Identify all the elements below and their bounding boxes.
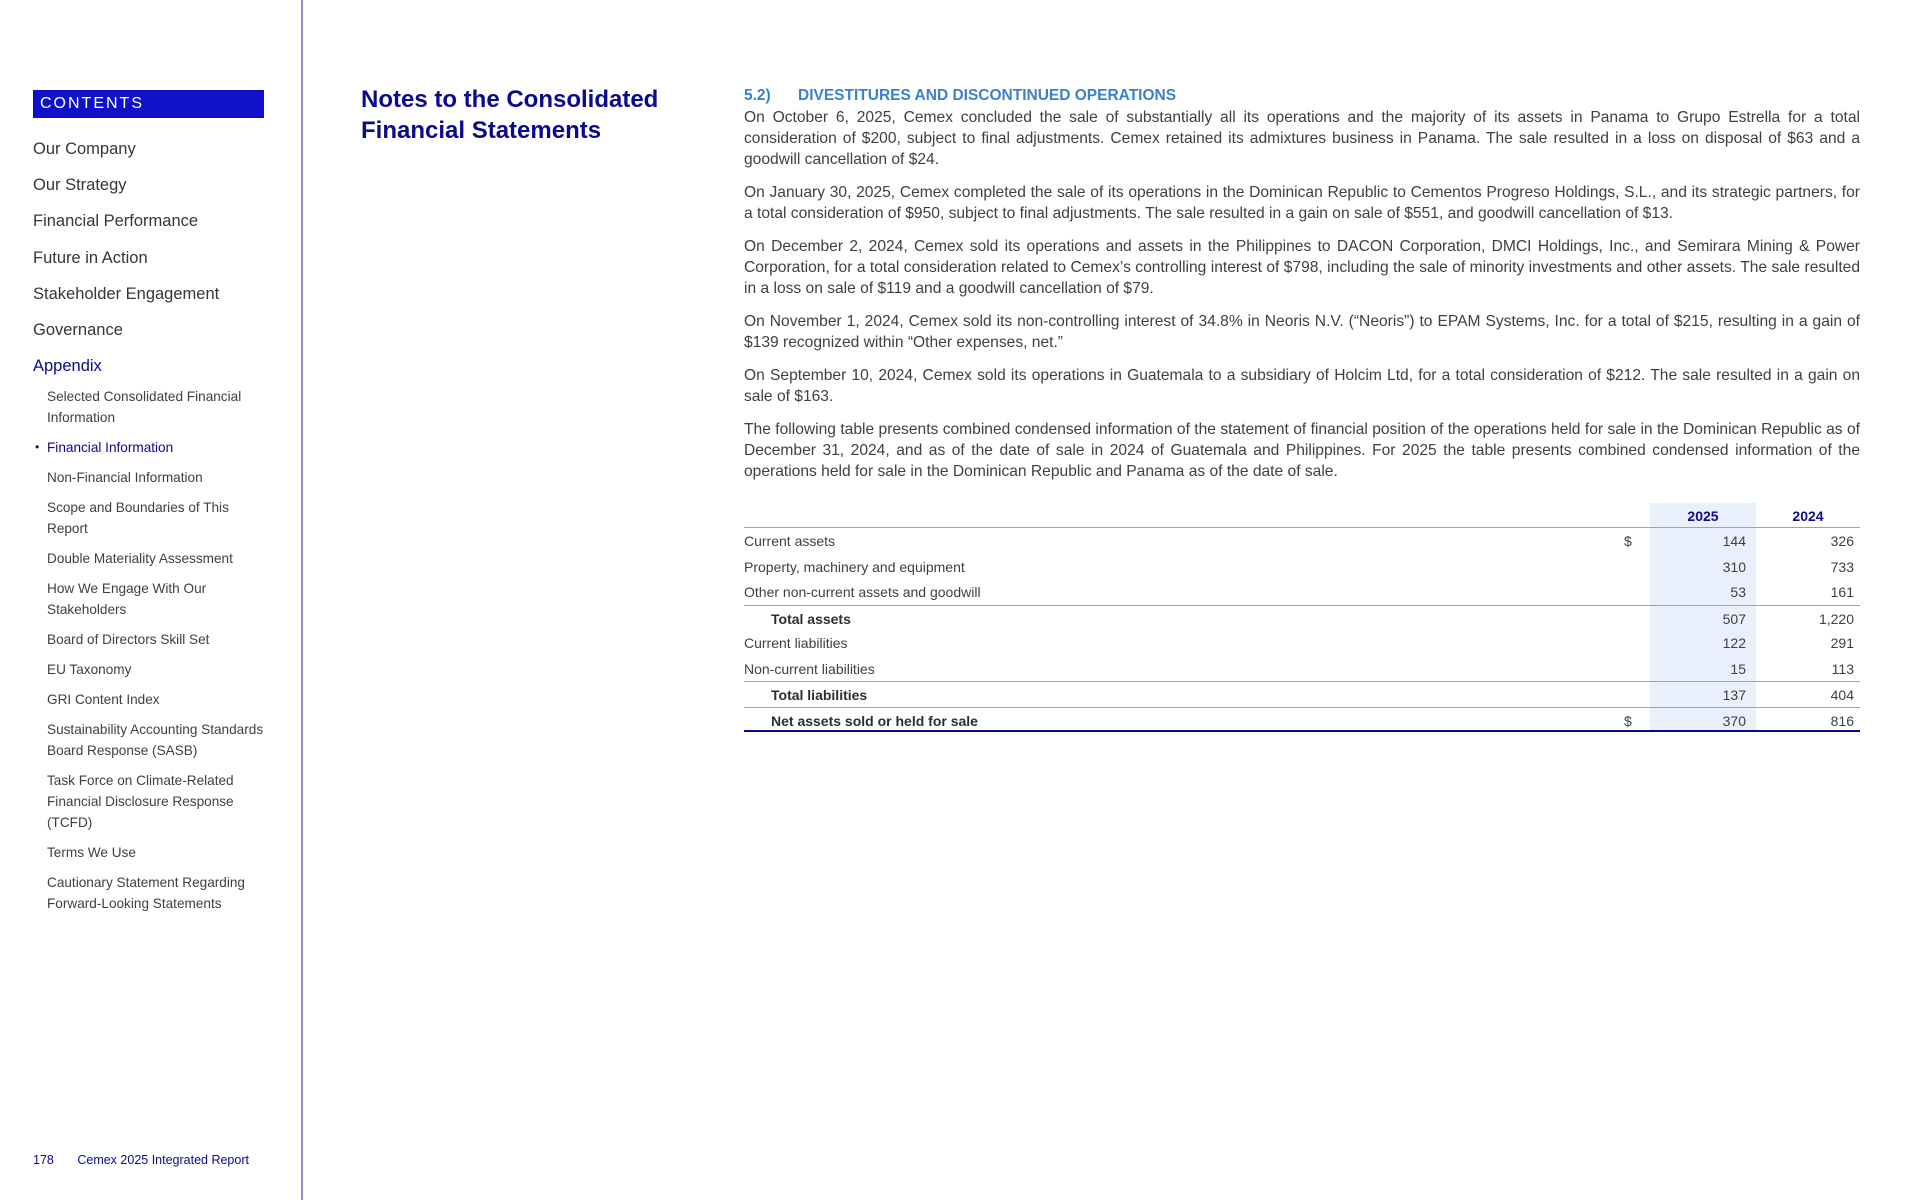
paragraph: On January 30, 2025, Cemex completed the sale of its operations in the Dominican Republic to Cementos Progreso Holdings, S.L., and its strategic partners, for a total consideration of $950, subject to final adjustments. The sale resulted in a gain on sale of $551, and goodwill cancellation of $13. <box>744 184 1860 222</box>
currency-symbol: $ <box>1624 533 1632 549</box>
nav-item-future-in-action[interactable]: Future in Action <box>33 248 148 267</box>
column-header-2025: 2025 <box>1687 508 1719 524</box>
nav-item-our-company[interactable]: Our Company <box>33 140 136 158</box>
paragraph: On October 6, 2025, Cemex concluded the sale of substantially all its operations and the majority of its assets in Panama to Grupo Estrella for a total consideration of $200, subject to final adjustments. Cemex retained its admixtures business in Panama. The sale resulted in a loss on disposal of $63 and a goodwill cancellation of $24. <box>744 109 1860 168</box>
page-footer <box>33 1153 249 1167</box>
main-nav <box>33 136 295 389</box>
value-2025: 310 <box>1722 558 1746 575</box>
value-2025: 15 <box>1730 660 1746 677</box>
column-header-2024: 2024 <box>1792 508 1824 524</box>
sidebar <box>0 0 303 1200</box>
table-row <box>744 528 1860 554</box>
nav-item-governance[interactable]: Governance <box>33 320 123 339</box>
section-heading-text: DIVESTITURES AND DISCONTINUED OPERATIONS <box>798 87 1177 104</box>
table-row-total <box>744 681 1860 707</box>
subnav-item-board-skill-set[interactable]: Board of Directors Skill Set <box>47 632 210 647</box>
nav-item-stakeholder-engagement[interactable]: Stakeholder Engagement <box>33 284 220 303</box>
value-2024: 404 <box>1830 687 1854 703</box>
subnav-item-terms-we-use[interactable]: Terms We Use <box>47 845 136 860</box>
nav-item-financial-performance[interactable]: Financial Performance <box>33 212 199 231</box>
main-content <box>744 86 1860 494</box>
active-bullet-icon: • <box>35 440 40 454</box>
paragraph: On November 1, 2024, Cemex sold its non-controlling interest of 34.8% in Neoris N.V. (“Neoris”) to EPAM Systems, Inc. for a total of $215, resulting in a gain of $139 recognized within “Other expenses, net.” <box>744 313 1860 351</box>
section-heading <box>744 86 1860 106</box>
subnav-item-cautionary-statement[interactable]: Cautionary Statement Regarding Forward-Looking Statements <box>47 875 245 911</box>
table-header <box>744 503 1860 528</box>
row-label: Non-current liabilities <box>744 660 875 677</box>
value-2024: 733 <box>1830 558 1854 575</box>
table-row <box>744 579 1860 605</box>
paragraph: On September 10, 2024, Cemex sold its operations in Guatemala to a subsidiary of Holcim Ltd, for a total consideration of $212. The sale resulted in a gain on sale of $163. <box>744 367 1860 405</box>
page-title: Notes to the Consolidated Financial Statements <box>361 86 659 144</box>
subnav-item-scope-and-boundaries[interactable]: Scope and Boundaries of This Report <box>47 500 229 536</box>
report-name: Cemex 2025 Integrated Report <box>77 1153 249 1167</box>
value-2024: 113 <box>1831 660 1854 677</box>
table-row-total <box>744 605 1860 631</box>
appendix-subnav <box>35 386 297 923</box>
contents-header: CONTENTS <box>33 90 264 118</box>
financial-table <box>744 503 1860 732</box>
value-2024: 1,220 <box>1818 610 1854 627</box>
subnav-item-tcfd[interactable]: Task Force on Climate-Related Financial Disclosure Response (TCFD) <box>47 773 234 830</box>
currency-symbol: $ <box>1624 712 1632 729</box>
value-2025: 53 <box>1730 584 1746 600</box>
row-label: Other non-current assets and goodwill <box>744 584 981 600</box>
subnav-item-eu-taxonomy[interactable]: EU Taxonomy <box>47 662 132 677</box>
value-2025: 370 <box>1722 712 1746 729</box>
value-2025: 122 <box>1722 635 1746 651</box>
table-row-net-total <box>744 707 1860 733</box>
row-label: Total assets <box>771 610 851 627</box>
table-row <box>744 554 1860 580</box>
value-2025: 144 <box>1722 533 1746 549</box>
subnav-item-non-financial-information[interactable]: Non-Financial Information <box>47 470 203 485</box>
value-2025: 137 <box>1722 687 1746 703</box>
value-2024: 326 <box>1830 533 1854 549</box>
table-row <box>744 656 1860 682</box>
subnav-item-label: Financial Information <box>47 440 174 455</box>
subnav-item-financial-information[interactable] <box>35 437 297 458</box>
subnav-item-selected-financial-info[interactable]: Selected Consolidated Financial Information <box>47 389 242 425</box>
row-label: Net assets sold or held for sale <box>771 712 978 729</box>
nav-item-our-strategy[interactable]: Our Strategy <box>33 176 127 195</box>
value-2024: 161 <box>1830 584 1854 600</box>
subnav-item-gri-content-index[interactable]: GRI Content Index <box>47 692 160 707</box>
row-label: Property, machinery and equipment <box>744 558 965 575</box>
subnav-item-sasb[interactable]: Sustainability Accounting Standards Board Response (SASB) <box>47 722 264 758</box>
row-label: Current liabilities <box>744 635 848 651</box>
paragraph: The following table presents combined condensed information of the statement of financial position of the operations held for sale in the Dominican Republic as of December 31, 2024, and as of the date of sale in 2024 of Guatemala and Philippines. For 2025 the table presents combined condensed information of the operations held for sale in the Dominican Republic and Panama as of the date of sale. <box>744 421 1860 480</box>
value-2024: 291 <box>1830 635 1854 651</box>
page-number: 178 <box>33 1153 54 1167</box>
paragraph: On December 2, 2024, Cemex sold its operations and assets in the Philippines to DACON Corporation, DMCI Holdings, Inc., and Semirara Mining & Power Corporation, for a total consideration related to Cemex’s controlling interest of $798, including the sale of minority investments and other assets. The sale resulted in a loss on sale of $119 and a goodwill cancellation of $79. <box>744 238 1860 297</box>
table-row <box>744 630 1860 656</box>
nav-item-appendix[interactable]: Appendix <box>33 357 102 376</box>
value-2024: 816 <box>1830 712 1854 729</box>
value-2025: 507 <box>1722 610 1746 627</box>
row-label: Total liabilities <box>771 687 868 703</box>
section-number: 5.2) <box>744 87 771 104</box>
subnav-item-double-materiality[interactable]: Double Materiality Assessment <box>47 551 233 566</box>
row-label: Current assets <box>744 533 836 549</box>
subnav-item-stakeholder-engagement[interactable]: How We Engage With Our Stakeholders <box>47 581 207 617</box>
